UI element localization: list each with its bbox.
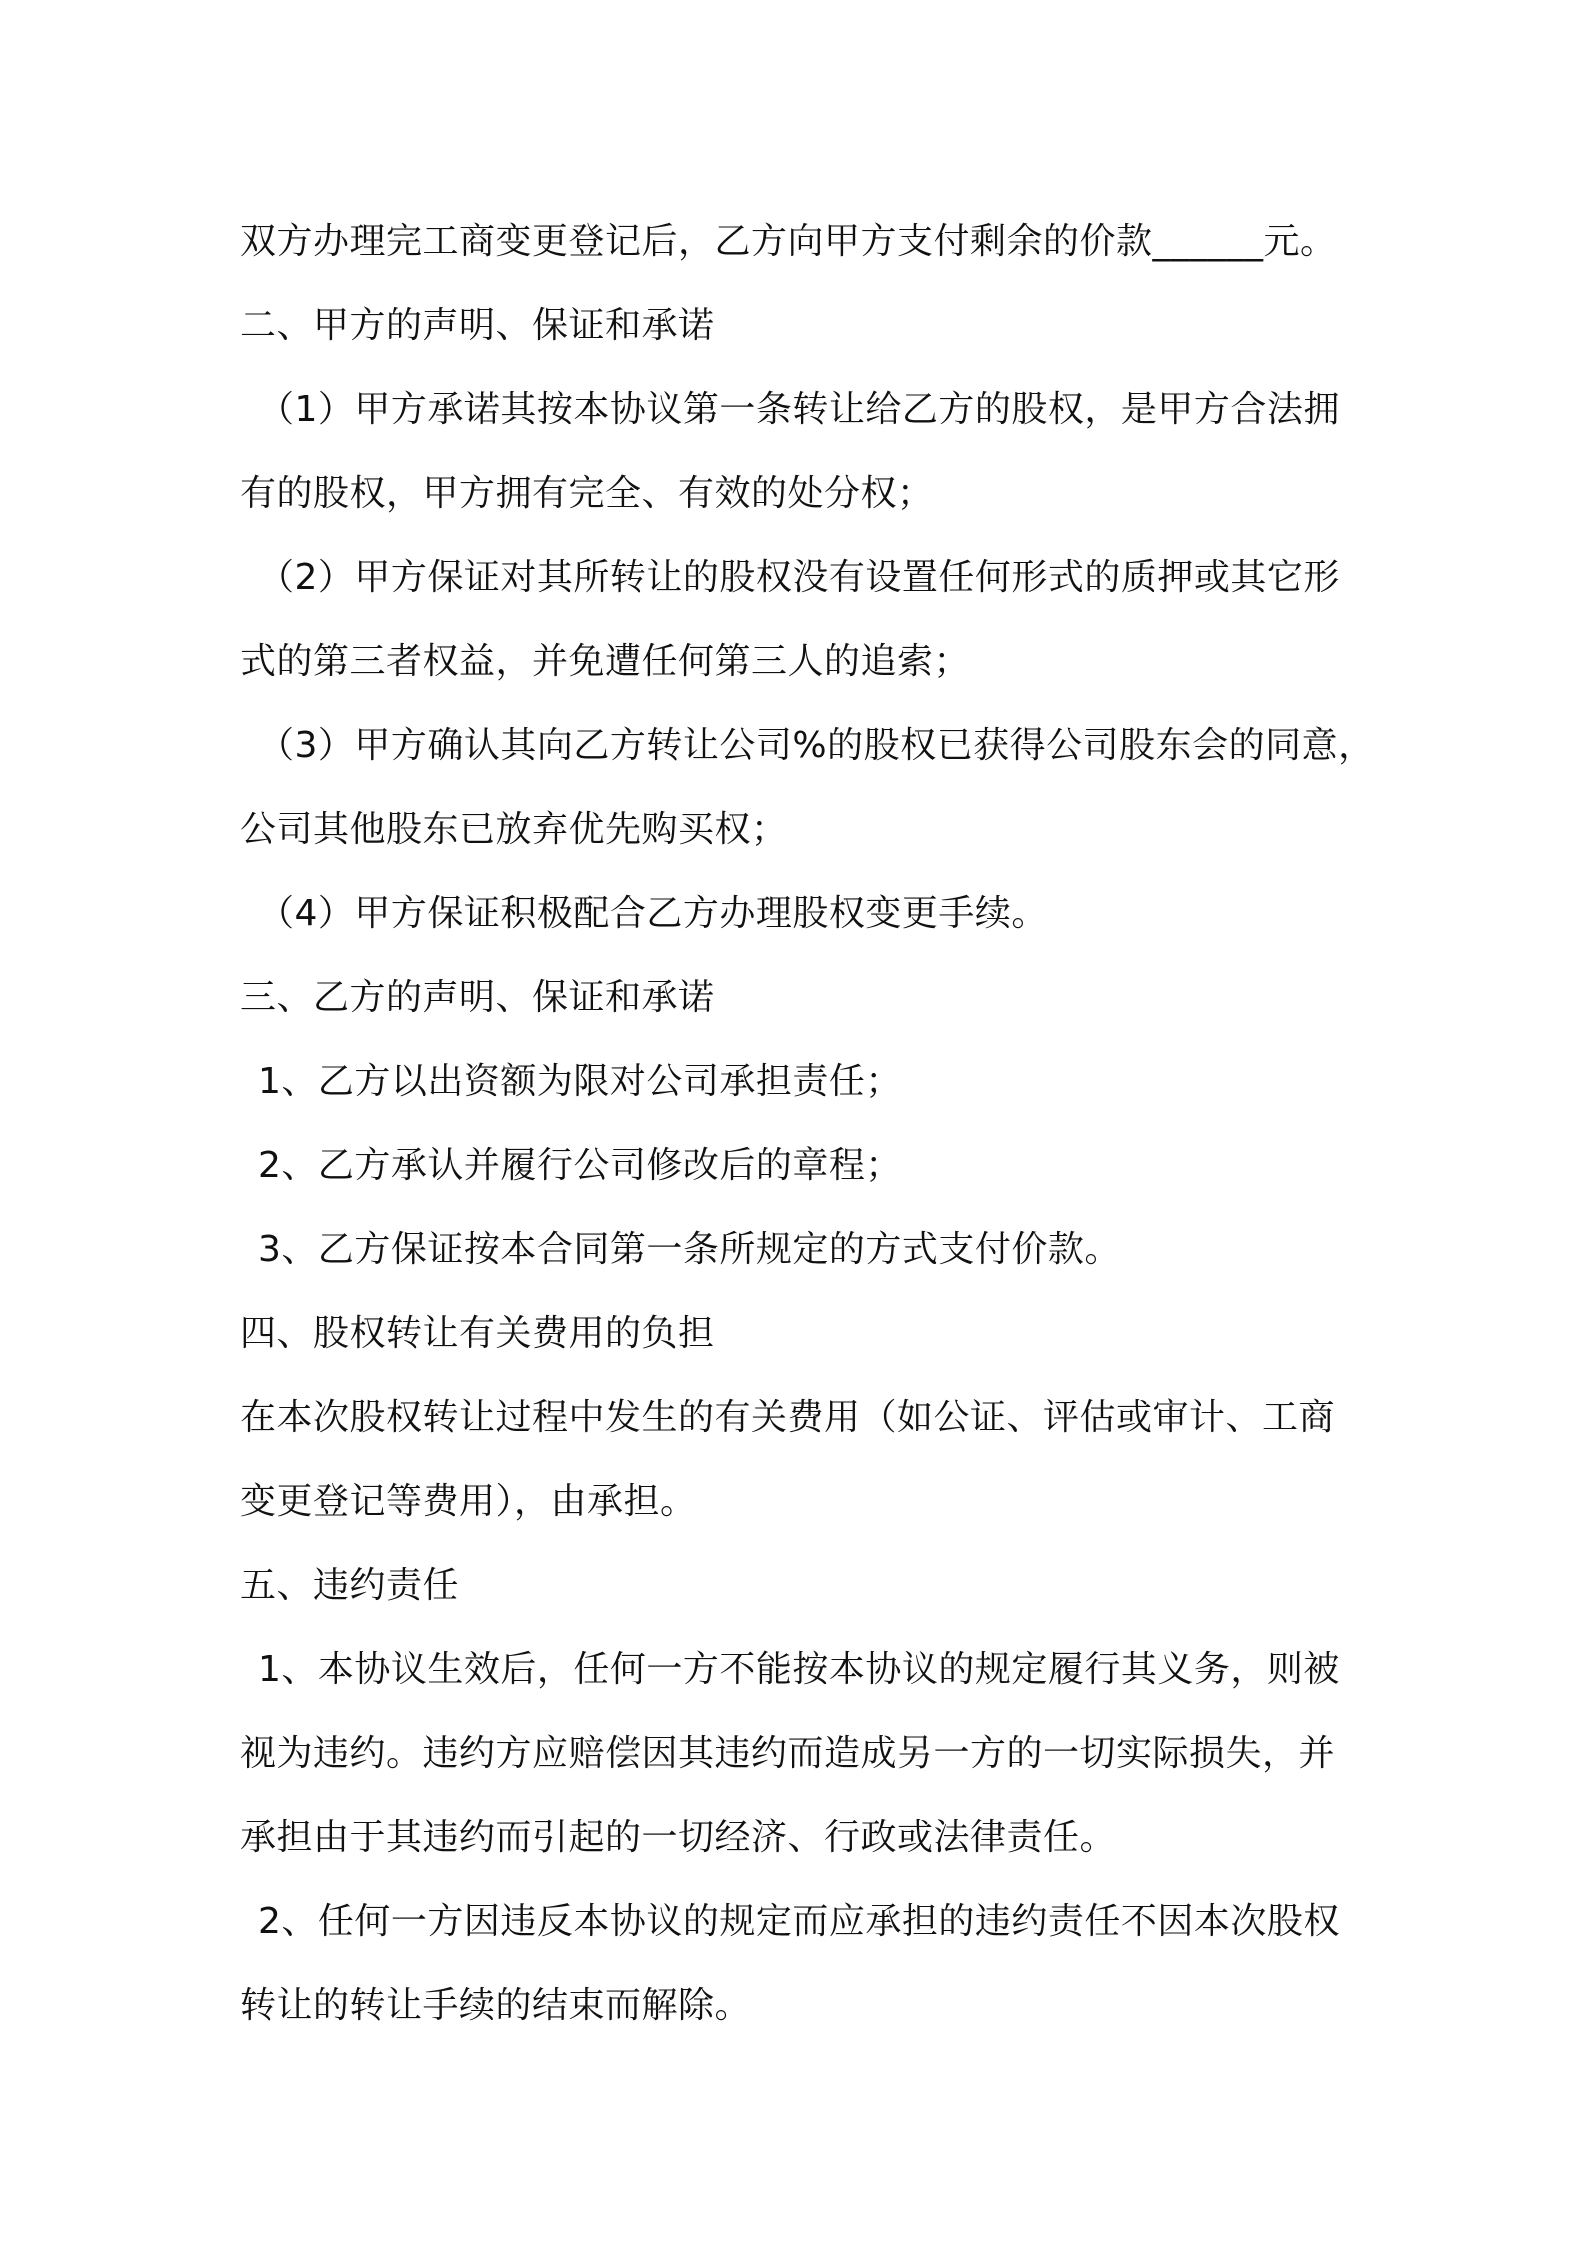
section-heading: 三、乙方的声明、保证和承诺: [240, 977, 715, 1018]
paragraph-line: 2、乙方承认并履行公司修改后的章程；: [258, 1145, 902, 1186]
paragraph-line: 双方办理完工商变更登记后，乙方向甲方支付剩余的价款______元。: [240, 221, 1337, 262]
paragraph-line: 1、本协议生效后，任何一方不能按本协议的规定履行其义务，则被: [258, 1649, 1340, 1690]
section-heading: 五、违约责任: [240, 1565, 460, 1606]
section-heading: 四、股权转让有关费用的负担: [240, 1313, 715, 1354]
paragraph-line: 有的股权，甲方拥有完全、有效的处分权；: [240, 473, 934, 514]
paragraph-line: （2）甲方保证对其所转让的股权没有设置任何形式的质押或其它形: [258, 557, 1340, 598]
paragraph-line: （4）甲方保证积极配合乙方办理股权变更手续。: [258, 893, 1048, 934]
paragraph-line: （1）甲方承诺其按本协议第一条转让给乙方的股权，是甲方合法拥: [258, 389, 1340, 430]
paragraph-line: 式的第三者权益，并免遭任何第三人的追索；: [240, 641, 971, 682]
paragraph-line: 2、任何一方因违反本协议的规定而应承担的违约责任不因本次股权: [258, 1901, 1340, 1942]
paragraph-line: 变更登记等费用），由承担。: [240, 1481, 697, 1522]
paragraph-line: 承担由于其违约而引起的一切经济、行政或法律责任。: [240, 1817, 1117, 1858]
paragraph-line: 1、乙方以出资额为限对公司承担责任；: [258, 1061, 902, 1102]
paragraph-line: 转让的转让手续的结束而解除。: [240, 1985, 752, 2026]
paragraph-line: 3、乙方保证按本合同第一条所规定的方式支付价款。: [258, 1229, 1121, 1270]
paragraph-line: 公司其他股东已放弃优先购买权；: [240, 809, 788, 850]
paragraph-line: （3）甲方确认其向乙方转让公司%的股权已获得公司股东会的同意，: [258, 725, 1375, 766]
paragraph-line: 视为违约。违约方应赔偿因其违约而造成另一方的一切实际损失，并: [240, 1733, 1336, 1774]
document-body: [240, 200, 1375, 2048]
paragraph-line: 在本次股权转让过程中发生的有关费用（如公证、评估或审计、工商: [240, 1397, 1336, 1438]
section-heading: 二、甲方的声明、保证和承诺: [240, 305, 715, 346]
